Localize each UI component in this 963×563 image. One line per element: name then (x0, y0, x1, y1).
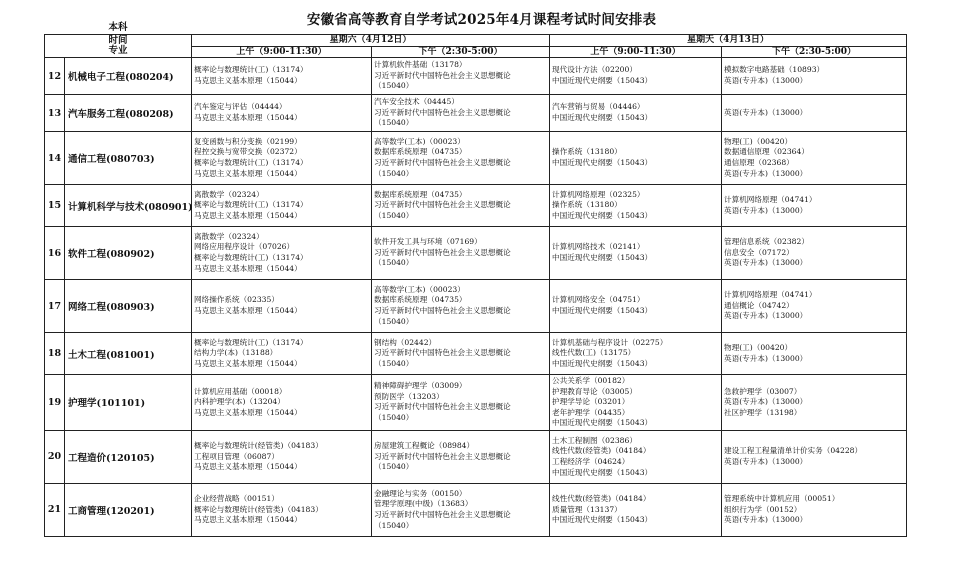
course-line: 马克思主义基本原理（15044） (194, 168, 302, 178)
corner-label-major: 专业 (108, 45, 128, 56)
course-line: 汽车安全技术（04445） (374, 97, 459, 107)
course-line: 操作系统（13180） (552, 147, 622, 157)
course-line: 中国近现代史纲要（15043） (552, 76, 653, 85)
course-line: （15040） (374, 81, 414, 91)
row-number: 20 (45, 430, 65, 483)
course-line: 工程经济学（04624） (552, 456, 630, 466)
course-line: 金融理论与实务（00150） (374, 488, 467, 498)
course-line: 计算机应用基础（00018） (194, 386, 287, 396)
course-line: 复变函数与积分变换（02199） (194, 136, 302, 146)
exam-cell-sat-pm (372, 227, 550, 280)
course-line: 马克思主义基本原理（15044） (194, 462, 302, 472)
exam-cell-sat-am (192, 132, 372, 185)
major-name: 土木工程(081001) (65, 333, 192, 375)
course-line: 概率论与数理统计(工)（13174） (194, 337, 308, 347)
course-line: 习近平新时代中国特色社会主义思想概论 (374, 306, 511, 315)
course-line: 英语(专升本)（13000） (724, 353, 808, 363)
major-name: 网络工程(080903) (65, 280, 192, 333)
course-line: 中国近现代史纲要（15043） (552, 358, 653, 368)
course-line: 马克思主义基本原理（15044） (194, 358, 302, 368)
course-line: 计算机网络安全（04751） (552, 295, 645, 305)
course-line: 习近平新时代中国特色社会主义思想概论 (374, 107, 511, 117)
exam-cell-sun-am (550, 227, 722, 280)
major-name: 工程造价(120105) (65, 430, 192, 483)
table-row (45, 280, 907, 333)
course-line: 离散数学（02324） (194, 231, 264, 241)
table-row (45, 95, 907, 132)
course-line: 内科护理学(本)（13204） (194, 397, 285, 407)
course-line: 中国近现代史纲要（15043） (552, 158, 653, 167)
exam-cell-sun-am (550, 333, 722, 375)
major-name: 软件工程(080902) (65, 227, 192, 280)
course-line: 习近平新时代中国特色社会主义思想概论 (374, 402, 511, 412)
course-line: 管理信息系统（02382） (724, 237, 809, 247)
course-line: 社区护理学（13198） (724, 407, 802, 417)
course-line: 操作系统（13180） (552, 200, 622, 210)
course-line: 概率论与数理统计(工)（13174） (194, 253, 308, 262)
exam-cell-sun-pm (722, 483, 907, 536)
exam-cell-sun-am (550, 58, 722, 95)
course-line: 汽车营销与贸易（04446） (552, 102, 645, 112)
course-line: 软件开发工具与环境（07169） (374, 237, 482, 247)
course-line: 马克思主义基本原理（15044） (194, 210, 302, 220)
day-header-sunday: 星期天（4月13日） (550, 35, 907, 47)
major-name: 汽车服务工程(080208) (65, 95, 192, 132)
course-line: 习近平新时代中国特色社会主义思想概论 (374, 70, 511, 80)
course-line: （15040） (374, 118, 414, 128)
exam-cell-sat-am (192, 227, 372, 280)
course-line: 英语(专升本)（13000） (724, 397, 808, 407)
course-line: （15040） (374, 316, 414, 326)
course-line: 中国近现代史纲要（15043） (552, 253, 653, 262)
exam-cell-sat-pm (372, 58, 550, 95)
course-line: 习近平新时代中国特色社会主义思想概论 (374, 247, 511, 257)
course-line: 汽车鉴定与评估（04444） (194, 102, 287, 112)
course-line: 通信概论（04742） (724, 300, 794, 310)
header-corner (45, 22, 192, 58)
course-line: 概率论与数理统计(经管类)（04183） (194, 504, 323, 514)
course-line: 预防医学（13203） (374, 391, 444, 401)
schedule-body (45, 58, 907, 537)
course-line: 物理(工)（00420） (724, 136, 793, 146)
exam-cell-sat-am (192, 375, 372, 431)
course-line: 英语(专升本)（13000） (724, 258, 808, 268)
course-line: 管理学原理(中级)（13683） (374, 499, 473, 509)
exam-cell-sun-pm (722, 375, 907, 431)
table-row (45, 375, 907, 431)
major-name: 护理学(101101) (65, 375, 192, 431)
session-header-sun-am: 上午（9:00-11:30） (550, 47, 722, 58)
course-line: 马克思主义基本原理（15044） (194, 515, 302, 525)
exam-cell-sat-am (192, 58, 372, 95)
course-line: 计算机网络技术（02141） (552, 242, 645, 252)
course-line: 英语(专升本)（13000） (724, 456, 808, 466)
exam-cell-sun-pm (722, 58, 907, 95)
course-line: 马克思主义基本原理（15044） (194, 113, 302, 122)
exam-cell-sun-am (550, 430, 722, 483)
exam-cell-sat-am (192, 185, 372, 227)
session-header-sat-am: 上午（9:00-11:30） (192, 47, 372, 58)
course-line: 习近平新时代中国特色社会主义思想概论 (374, 348, 511, 358)
row-number: 18 (45, 333, 65, 375)
course-line: 概率论与数理统计(工)（13174） (194, 158, 308, 167)
course-line: 英语(专升本)（13000） (724, 205, 808, 215)
session-header-sun-pm: 下午（2:30-5:00） (722, 47, 907, 58)
course-line: 信息安全（07172） (724, 247, 794, 257)
course-line: 概率论与数理统计(经管类)（04183） (194, 441, 323, 451)
course-line: 管理系统中计算机应用（00051） (724, 494, 840, 504)
course-line: 中国近现代史纲要（15043） (552, 467, 653, 477)
course-line: （15040） (374, 358, 414, 368)
course-line: 计算机网络原理（02325） (552, 189, 645, 199)
table-row (45, 185, 907, 227)
table-row (45, 227, 907, 280)
course-line: 模拟数字电路基础（10893） (724, 65, 825, 75)
exam-cell-sat-am (192, 430, 372, 483)
course-line: 数据库系统原理（04735） (374, 189, 467, 199)
exam-cell-sun-pm (722, 333, 907, 375)
major-name: 工商管理(120201) (65, 483, 192, 536)
course-line: 数据库系统原理（04735） (374, 295, 467, 305)
course-line: （15040） (374, 413, 414, 423)
exam-cell-sun-pm (722, 430, 907, 483)
course-line: 英语(专升本)（13000） (724, 168, 808, 178)
course-line: 英语(专升本)（13000） (724, 76, 808, 85)
table-row (45, 58, 907, 95)
row-number: 19 (45, 375, 65, 431)
course-line: 计算机网络原理（04741） (724, 290, 817, 300)
exam-cell-sun-am (550, 375, 722, 431)
course-line: 中国近现代史纲要（15043） (552, 113, 653, 122)
course-line: 马克思主义基本原理（15044） (194, 306, 302, 315)
course-line: 质量管理（13137） (552, 504, 622, 514)
course-line: 物理(工)（00420） (724, 342, 793, 352)
course-line: 工程项目管理（06087） (194, 451, 279, 461)
course-line: 马克思主义基本原理（15044） (194, 263, 302, 273)
course-line: 中国近现代史纲要（15043） (552, 306, 653, 315)
table-row (45, 333, 907, 375)
exam-schedule-table (44, 22, 907, 537)
exam-cell-sun-pm (722, 132, 907, 185)
exam-cell-sat-am (192, 280, 372, 333)
corner-label-level: 本科 (108, 22, 128, 33)
exam-cell-sun-am (550, 483, 722, 536)
exam-cell-sat-pm (372, 280, 550, 333)
course-line: 建设工程工程量清单计价实务（04228） (724, 446, 863, 456)
course-line: 线性代数(经管类)（04184） (552, 494, 651, 504)
course-line: 马克思主义基本原理（15044） (194, 407, 302, 417)
exam-cell-sun-am (550, 280, 722, 333)
exam-cell-sat-am (192, 95, 372, 132)
row-number: 14 (45, 132, 65, 185)
exam-cell-sat-pm (372, 333, 550, 375)
major-name: 计算机科学与技术(080901) (65, 185, 192, 227)
exam-cell-sat-pm (372, 375, 550, 431)
row-number: 16 (45, 227, 65, 280)
course-line: 线性代数(工)（13175） (552, 348, 636, 358)
course-line: 程控交换与宽带交换（02372） (194, 147, 302, 157)
course-line: 通信原理（02368） (724, 158, 794, 167)
course-line: 护理学导论（03201） (552, 397, 630, 407)
course-line: 概率论与数理统计(工)（13174） (194, 200, 308, 210)
course-line: 高等数学(工本)（00023） (374, 284, 465, 294)
course-line: 结构力学(本)（13188） (194, 348, 278, 358)
course-line: 习近平新时代中国特色社会主义思想概论 (374, 509, 511, 519)
course-line: 土木工程制图（02386） (552, 435, 637, 445)
exam-cell-sat-pm (372, 132, 550, 185)
exam-cell-sat-pm (372, 185, 550, 227)
course-line: 数据通信原理（02364） (724, 147, 809, 157)
course-line: 线性代数(经管类)（04184） (552, 446, 651, 456)
table-row (45, 430, 907, 483)
course-line: 马克思主义基本原理（15044） (194, 76, 302, 85)
major-name: 通信工程(080703) (65, 132, 192, 185)
session-header-sat-pm: 下午（2:30-5:00） (372, 47, 550, 58)
course-line: （15040） (374, 210, 414, 220)
course-line: 网络应用程序设计（07026） (194, 242, 295, 252)
course-line: 中国近现代史纲要（15043） (552, 210, 653, 220)
course-line: 老年护理学（04435） (552, 407, 630, 417)
course-line: （15040） (374, 462, 414, 472)
course-line: 计算机软件基础（13178） (374, 60, 467, 70)
row-number: 21 (45, 483, 65, 536)
exam-cell-sat-am (192, 483, 372, 536)
course-line: 企业经营战略（00151） (194, 494, 279, 504)
course-line: 英语(专升本)（13000） (724, 107, 808, 117)
course-line: 组织行为学（00152） (724, 504, 802, 514)
course-line: （15040） (374, 520, 414, 530)
course-line: 急救护理学（03007） (724, 386, 802, 396)
course-line: 英语(专升本)（13000） (724, 515, 808, 525)
table-row (45, 483, 907, 536)
row-number: 12 (45, 58, 65, 95)
exam-cell-sun-pm (722, 95, 907, 132)
row-number: 13 (45, 95, 65, 132)
major-name: 机械电子工程(080204) (65, 58, 192, 95)
course-line: 习近平新时代中国特色社会主义思想概论 (374, 158, 511, 167)
exam-cell-sat-pm (372, 430, 550, 483)
course-line: 公共关系学（00182） (552, 376, 630, 385)
course-line: 中国近现代史纲要（15043） (552, 515, 653, 525)
exam-cell-sun-am (550, 185, 722, 227)
course-line: 英语(专升本)（13000） (724, 311, 808, 321)
row-number: 15 (45, 185, 65, 227)
course-line: 房屋建筑工程概论（08984） (374, 441, 475, 451)
course-line: 护理教育导论（03005） (552, 386, 637, 396)
exam-cell-sun-am (550, 132, 722, 185)
exam-cell-sun-pm (722, 185, 907, 227)
course-line: 离散数学（02324） (194, 189, 264, 199)
exam-cell-sun-pm (722, 227, 907, 280)
exam-cell-sun-am (550, 95, 722, 132)
exam-cell-sat-am (192, 333, 372, 375)
day-header-saturday: 星期六（4月12日） (192, 35, 550, 47)
course-line: 高等数学(工本)（00023） (374, 136, 465, 146)
course-line: 网络操作系统（02335） (194, 295, 279, 305)
course-line: 钢结构（02442） (374, 337, 437, 347)
corner-label-time: 时间 (108, 35, 128, 46)
course-line: （15040） (374, 258, 414, 268)
course-line: 现代设计方法（02200） (552, 65, 637, 75)
course-line: 精神障碍护理学（03009） (374, 381, 467, 391)
course-line: 概率论与数理统计(工)（13174） (194, 65, 308, 75)
course-line: 习近平新时代中国特色社会主义思想概论 (374, 200, 511, 210)
course-line: 计算机基础与程序设计（02275） (552, 337, 668, 347)
course-line: 习近平新时代中国特色社会主义思想概论 (374, 451, 511, 461)
course-line: 数据库系统原理（04735） (374, 147, 467, 157)
exam-cell-sat-pm (372, 483, 550, 536)
row-number: 17 (45, 280, 65, 333)
course-line: 计算机网络原理（04741） (724, 194, 817, 204)
page-title: 安徽省高等教育自学考试2025年4月课程考试时间安排表 (306, 12, 657, 28)
course-line: 中国近现代史纲要（15043） (552, 418, 653, 428)
table-row (45, 132, 907, 185)
course-line: （15040） (374, 168, 414, 178)
exam-cell-sun-pm (722, 280, 907, 333)
exam-cell-sat-pm (372, 95, 550, 132)
